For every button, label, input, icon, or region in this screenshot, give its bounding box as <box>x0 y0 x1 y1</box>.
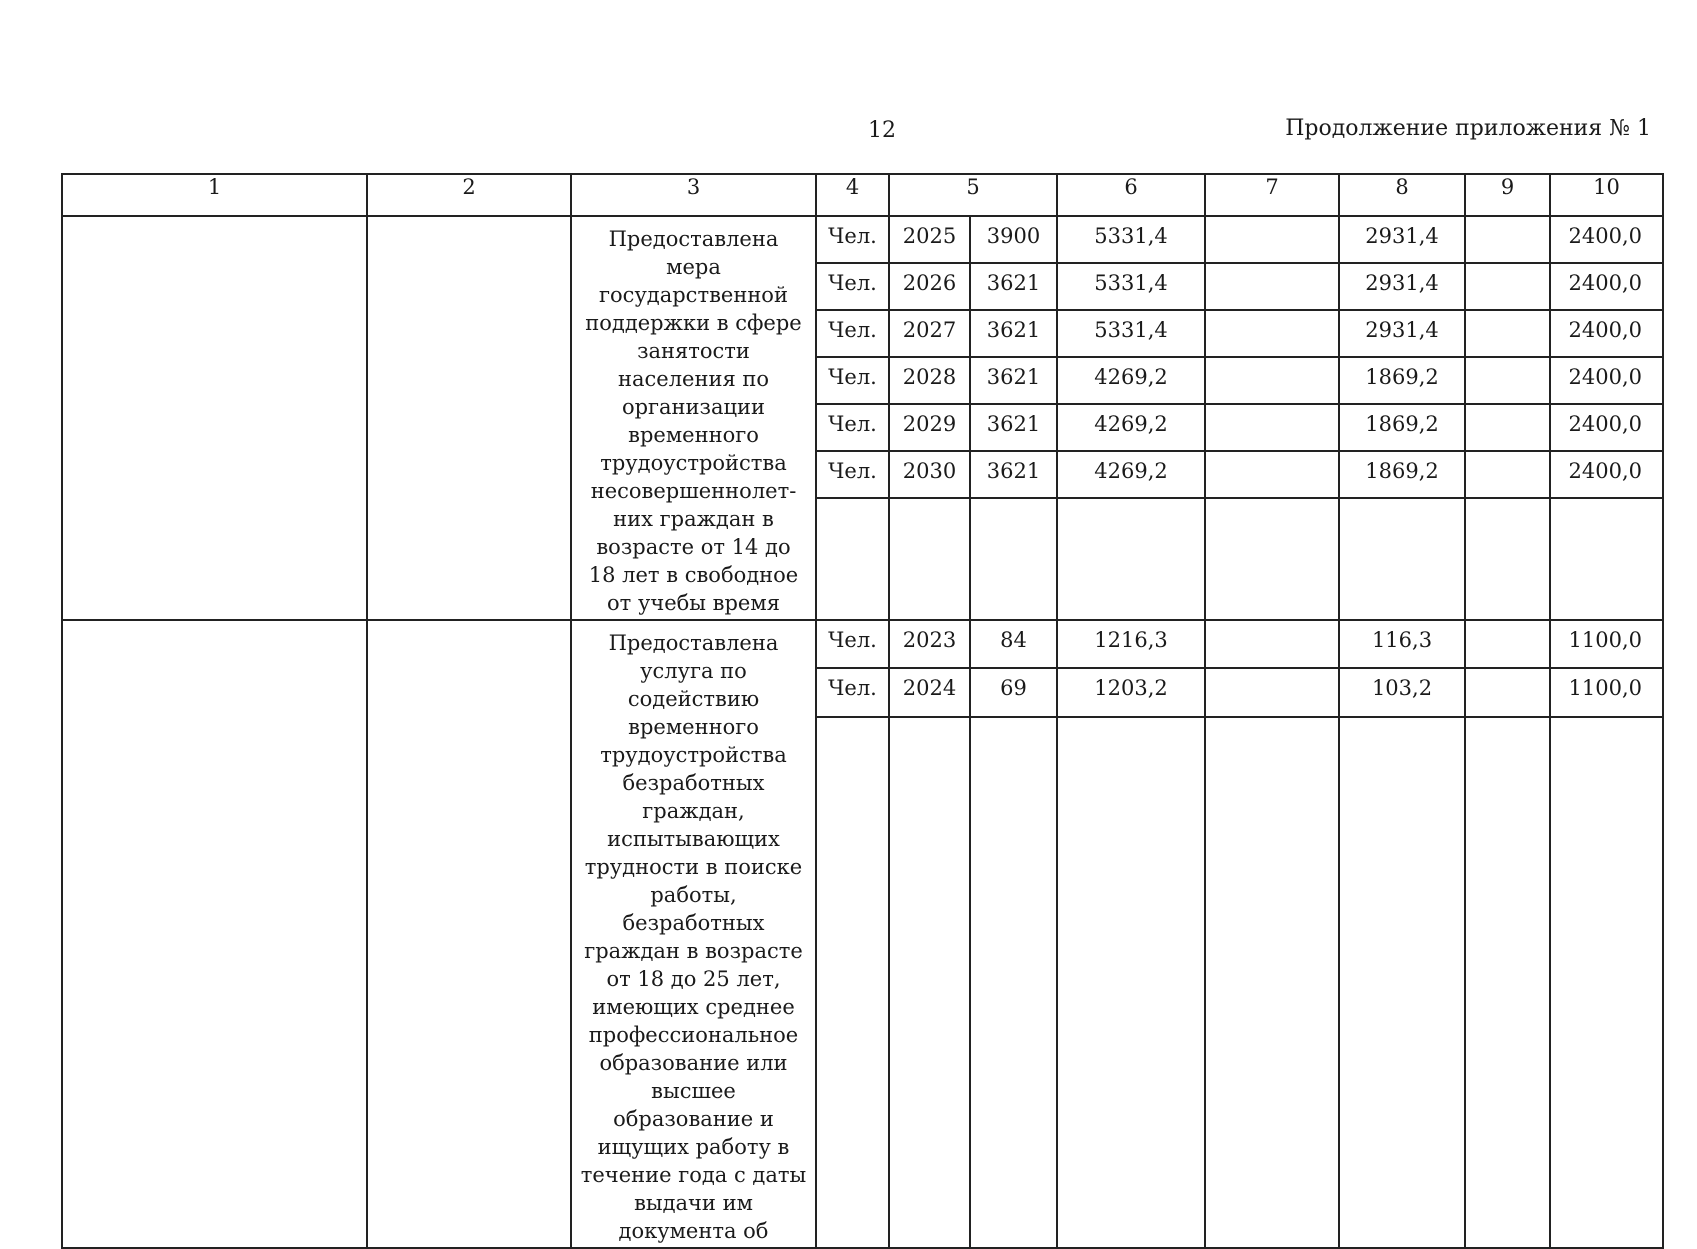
col1-cell <box>62 620 367 1248</box>
col7-cell <box>1205 668 1339 716</box>
total-cell: 4269,2 <box>1057 404 1205 451</box>
col8-cell <box>1339 717 1465 1248</box>
header-cell: 2 <box>367 174 571 216</box>
col8-cell: 2931,4 <box>1339 263 1465 310</box>
col9-cell <box>1465 498 1550 620</box>
count-cell: 3900 <box>970 216 1057 263</box>
unit-cell: Чел. <box>816 263 889 310</box>
section-description: Предоставлена услуга по содействию временного трудоустройства безработных граждан, испытывающих трудности в поиске работы, безработных граждан в возрасте от 18 до 25 лет, имеющих среднее профессиональное образование или высшее образование и ищущих работу в течение года с даты выдачи им документа об <box>571 620 816 1248</box>
header-cell: 5 <box>889 174 1057 216</box>
year-cell: 2027 <box>889 310 970 357</box>
header-cell: 8 <box>1339 174 1465 216</box>
header-cell: 4 <box>816 174 889 216</box>
col2-cell <box>367 216 571 620</box>
unit-cell: Чел. <box>816 357 889 404</box>
col9-cell <box>1465 404 1550 451</box>
col8-cell: 2931,4 <box>1339 310 1465 357</box>
unit-cell <box>816 498 889 620</box>
page-number: 12 <box>868 118 896 143</box>
header-row <box>62 174 1663 216</box>
unit-cell: Чел. <box>816 310 889 357</box>
unit-cell: Чел. <box>816 620 889 668</box>
year-cell: 2030 <box>889 451 970 498</box>
unit-cell: Чел. <box>816 216 889 263</box>
unit-cell: Чел. <box>816 404 889 451</box>
unit-cell: Чел. <box>816 668 889 716</box>
year-cell: 2023 <box>889 620 970 668</box>
year-cell: 2024 <box>889 668 970 716</box>
year-cell: 2025 <box>889 216 970 263</box>
header-cell: 7 <box>1205 174 1339 216</box>
col9-cell <box>1465 310 1550 357</box>
unit-cell: Чел. <box>816 451 889 498</box>
col10-cell: 1100,0 <box>1550 620 1663 668</box>
col7-cell <box>1205 357 1339 404</box>
total-cell <box>1057 717 1205 1248</box>
col9-cell <box>1465 357 1550 404</box>
col8-cell: 1869,2 <box>1339 357 1465 404</box>
header-cell: 6 <box>1057 174 1205 216</box>
total-cell: 5331,4 <box>1057 310 1205 357</box>
year-cell: 2028 <box>889 357 970 404</box>
appendix-label: Продолжение приложения № 1 <box>1285 116 1651 141</box>
col9-cell <box>1465 263 1550 310</box>
section-description: Предоставлена мера государственной поддержки в сфере занятости населения по организации временного трудоустройства несовершеннолет-них граждан в возрасте от 14 до 18 лет в свободное от учебы время <box>571 216 816 620</box>
year-cell <box>889 717 970 1248</box>
col8-cell: 103,2 <box>1339 668 1465 716</box>
col8-cell <box>1339 498 1465 620</box>
total-cell <box>1057 498 1205 620</box>
header-cell: 9 <box>1465 174 1550 216</box>
col10-cell: 2400,0 <box>1550 263 1663 310</box>
col8-cell: 1869,2 <box>1339 404 1465 451</box>
col7-cell <box>1205 310 1339 357</box>
year-cell: 2029 <box>889 404 970 451</box>
table-row <box>62 216 1663 263</box>
count-cell: 3621 <box>970 451 1057 498</box>
header-cell: 3 <box>571 174 816 216</box>
col10-cell: 2400,0 <box>1550 451 1663 498</box>
col7-cell <box>1205 498 1339 620</box>
col10-cell: 2400,0 <box>1550 404 1663 451</box>
count-cell: 3621 <box>970 404 1057 451</box>
year-cell <box>889 498 970 620</box>
count-cell: 3621 <box>970 310 1057 357</box>
data-table <box>61 173 1664 1249</box>
col8-cell: 1869,2 <box>1339 451 1465 498</box>
col10-cell: 2400,0 <box>1550 216 1663 263</box>
total-cell: 5331,4 <box>1057 216 1205 263</box>
col2-cell <box>367 620 571 1248</box>
col7-cell <box>1205 216 1339 263</box>
total-cell: 4269,2 <box>1057 451 1205 498</box>
total-cell: 5331,4 <box>1057 263 1205 310</box>
col10-cell <box>1550 498 1663 620</box>
col10-cell: 2400,0 <box>1550 357 1663 404</box>
col7-cell <box>1205 404 1339 451</box>
col9-cell <box>1465 717 1550 1248</box>
col9-cell <box>1465 668 1550 716</box>
unit-cell <box>816 717 889 1248</box>
total-cell: 4269,2 <box>1057 357 1205 404</box>
table-row <box>62 620 1663 668</box>
total-cell: 1203,2 <box>1057 668 1205 716</box>
col7-cell <box>1205 263 1339 310</box>
header-cell: 10 <box>1550 174 1663 216</box>
year-cell: 2026 <box>889 263 970 310</box>
col8-cell: 116,3 <box>1339 620 1465 668</box>
col10-cell: 2400,0 <box>1550 310 1663 357</box>
header-cell: 1 <box>62 174 367 216</box>
col1-cell <box>62 216 367 620</box>
col7-cell <box>1205 620 1339 668</box>
total-cell: 1216,3 <box>1057 620 1205 668</box>
col7-cell <box>1205 717 1339 1248</box>
count-cell: 84 <box>970 620 1057 668</box>
col7-cell <box>1205 451 1339 498</box>
col9-cell <box>1465 451 1550 498</box>
col10-cell: 1100,0 <box>1550 668 1663 716</box>
col10-cell <box>1550 717 1663 1248</box>
col9-cell <box>1465 620 1550 668</box>
count-cell: 3621 <box>970 357 1057 404</box>
count-cell <box>970 717 1057 1248</box>
count-cell: 3621 <box>970 263 1057 310</box>
count-cell: 69 <box>970 668 1057 716</box>
count-cell <box>970 498 1057 620</box>
col9-cell <box>1465 216 1550 263</box>
col8-cell: 2931,4 <box>1339 216 1465 263</box>
